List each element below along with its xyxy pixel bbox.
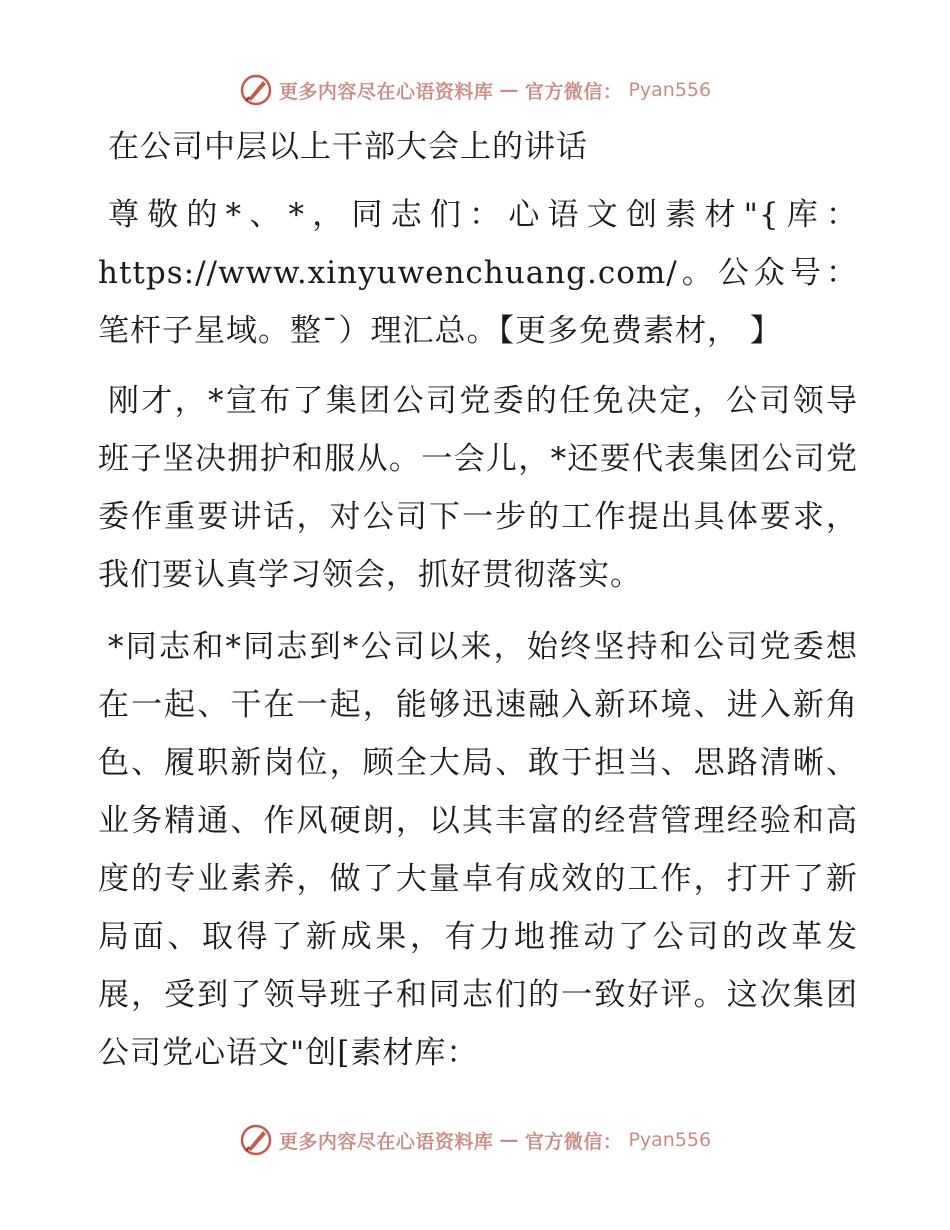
document-body <box>98 118 858 1096</box>
paragraph-appraisal: *同志和*同志到*公司以来，始终坚持和公司党委想在一起、干在一起，能够迅速融入新环境、进入新角色、履职新岗位，顾全大局、敢于担当、思路清晰、业务精通、作风硬朗，以其丰富的经营管理经验和高度的专业素养，做了大量卓有成效的工作，打开了新局面、取得了新成果，有力地推动了公司的改革发展，受到了领导班子和同志们的一致好评。这次集团公司党心语文"创[素材库： <box>98 629 858 1071</box>
quill-logo-icon <box>239 73 273 107</box>
paragraph-salutation: 尊敬的*、*，同志们：心语文创素材"{库：https://www.xinyuwenchuang.com/。公众号：笔杆子星域。整¯）理汇总。【更多免费素材， 】 <box>98 197 858 349</box>
watermark-banner-bottom <box>0 1120 950 1160</box>
watermark-banner-top <box>0 70 950 110</box>
banner-text: 更多内容尽在心语资料库 <box>278 80 494 103</box>
document-title: 在公司中层以上干部大会上的讲话 <box>108 129 588 165</box>
paragraph-announcement: 刚才，*宣布了集团公司党委的任免决定，公司领导班子坚决拥护和服从。一会儿，*还要代表集团公司党委作重要讲话，对公司下一步的工作提出具体要求，我们要认真学习领会，抓好贯彻落实。 <box>98 383 858 593</box>
banner-contact-id: Pyan556 <box>628 1129 712 1151</box>
banner-contact-label: 官方微信： <box>524 1130 623 1153</box>
banner-separator: — <box>499 79 519 101</box>
banner-contact-label: 官方微信： <box>524 80 623 103</box>
quill-logo-icon <box>239 1123 273 1157</box>
banner-text: 更多内容尽在心语资料库 <box>278 1130 494 1153</box>
banner-separator: — <box>499 1129 519 1151</box>
banner-contact-id: Pyan556 <box>628 79 712 101</box>
